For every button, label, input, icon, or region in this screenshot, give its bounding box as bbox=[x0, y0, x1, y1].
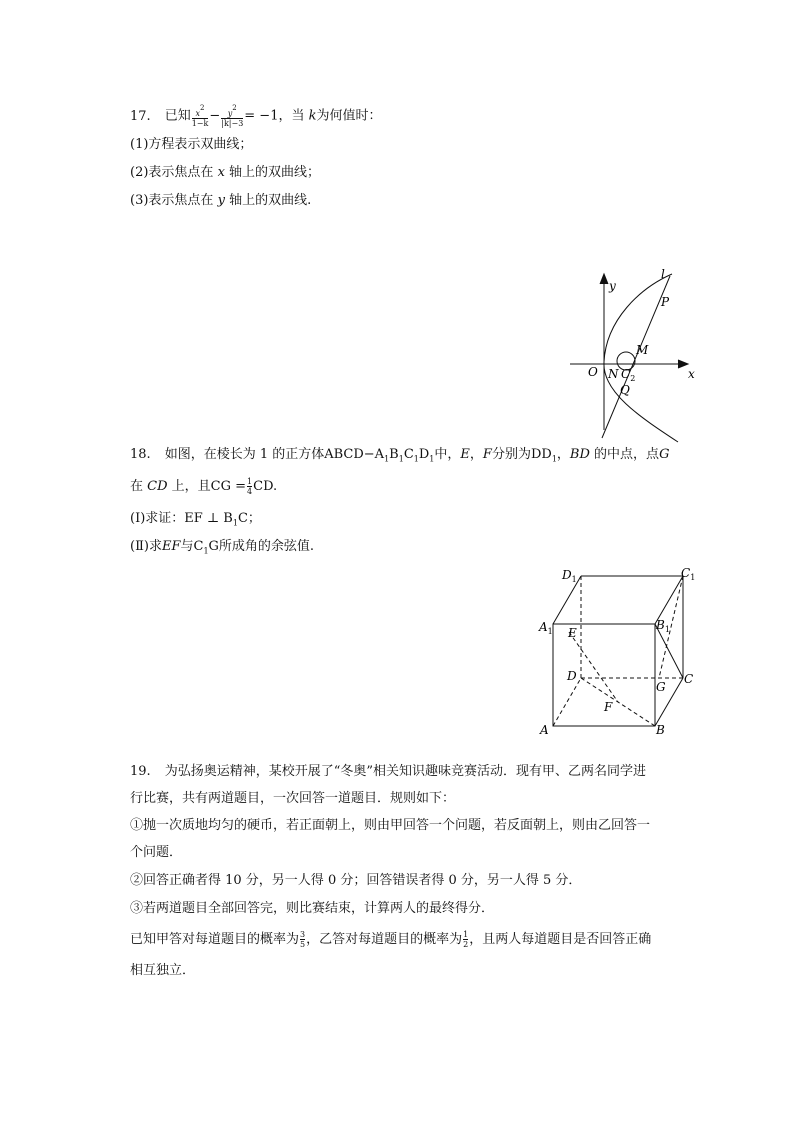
q17-equals: = −1，当 bbox=[244, 108, 305, 124]
label-p: P bbox=[661, 295, 670, 309]
q17-fraction-2: $\frac{y2}{|k|-3}$ bbox=[221, 104, 244, 128]
q18-number: 18. bbox=[130, 447, 151, 462]
q17-part-3: (3)表示焦点在 y 轴上的双曲线. bbox=[130, 193, 312, 208]
q19-line-2: 行比赛，共有两道题目，一次回答一道题目．规则如下： bbox=[130, 791, 456, 806]
q19-line-1: 19. 为弘扬奥运精神，某校开展了“冬奥”相关知识趣味竞赛活动．现有甲、乙两名同学进 bbox=[130, 764, 646, 779]
q19-line-3: ①抛一次质地均匀的硬币，若正面朝上，则由甲回答一个问题，若反面朝上，则由乙回答一 bbox=[130, 818, 651, 833]
q17-tail: 为何值时： bbox=[316, 108, 382, 124]
q18-line-1: 18. 如图，在棱长为 1 的正方体$ABCD-A_1B_1C_1D_1$中，E，F分别为$DD_1$，BD 的中点，点G bbox=[130, 447, 670, 464]
q17-fraction-1: $\frac{x2}{1-k}$ bbox=[191, 104, 209, 128]
label-b1: $B_1$ bbox=[656, 618, 670, 634]
q19-fraction-2: $\frac{1}{2}$ bbox=[463, 930, 469, 949]
label-x: x bbox=[688, 367, 695, 381]
label-d1: $D_1$ bbox=[562, 568, 577, 584]
q17-part-2: (2)表示焦点在 x 轴上的双曲线； bbox=[130, 165, 321, 180]
q19-line-5: ②回答正确者得 10 分，另一人得 0 分；回答错误者得 0 分，另一人得 5 分． bbox=[130, 873, 582, 888]
cube-figure bbox=[535, 562, 710, 742]
label-f: F bbox=[604, 700, 613, 714]
label-n: N bbox=[608, 367, 619, 381]
q19-line-7: 已知甲答对每道题目的概率为 $\frac{3}{5}$ ，乙答对每道题目的概率为 $\frac{1}{2}$ ，且两人每道题目是否回答正确 bbox=[130, 930, 652, 949]
label-o: O bbox=[588, 365, 598, 379]
label-a1: $A_1$ bbox=[539, 620, 553, 636]
label-e: E bbox=[568, 626, 577, 640]
label-q: Q bbox=[620, 383, 630, 397]
q18-fraction: $\frac{1}{4}$ bbox=[247, 477, 253, 496]
line-l bbox=[602, 276, 670, 438]
parabola-figure bbox=[560, 262, 710, 447]
q17-var-k: k bbox=[308, 108, 317, 124]
label-c2: $C_2$ bbox=[621, 367, 636, 383]
q18-line-2: 在 CD 上，且CG = $\frac{1}{4}$ CD. bbox=[130, 477, 278, 496]
q19-line-6: ③若两道题目全部回答完，则比赛结束，计算两人的最终得分． bbox=[130, 901, 495, 916]
q19-number: 19. bbox=[130, 764, 151, 779]
q17-minus: − bbox=[209, 108, 221, 124]
label-g: G bbox=[656, 680, 666, 694]
q18-part-1: (Ⅰ)求证：EF ⊥ $B_1C$； bbox=[130, 511, 261, 528]
label-d: D bbox=[567, 669, 577, 683]
label-y: y bbox=[609, 279, 616, 293]
label-l: l bbox=[661, 267, 665, 281]
q17-number: 17. bbox=[130, 108, 151, 124]
q17-line bbox=[130, 104, 382, 128]
label-b: B bbox=[656, 723, 665, 737]
q19-line-4: 个问题． bbox=[130, 845, 183, 860]
q17-part-1: (1)方程表示双曲线； bbox=[130, 137, 253, 152]
q18-part-2: (Ⅱ)求EF与$C_1G$所成角的余弦值. bbox=[130, 539, 315, 556]
label-c: C bbox=[684, 672, 694, 686]
x-axis-arrow bbox=[678, 360, 688, 368]
label-m: M bbox=[636, 343, 649, 357]
y-axis-arrow bbox=[600, 274, 608, 284]
q19-line-8: 相互独立． bbox=[130, 963, 196, 978]
q17-lead: 已知 bbox=[164, 108, 191, 124]
q19-fraction-1: $\frac{3}{5}$ bbox=[300, 930, 306, 949]
label-c1: $C_1$ bbox=[681, 566, 696, 582]
label-a: A bbox=[540, 723, 549, 737]
